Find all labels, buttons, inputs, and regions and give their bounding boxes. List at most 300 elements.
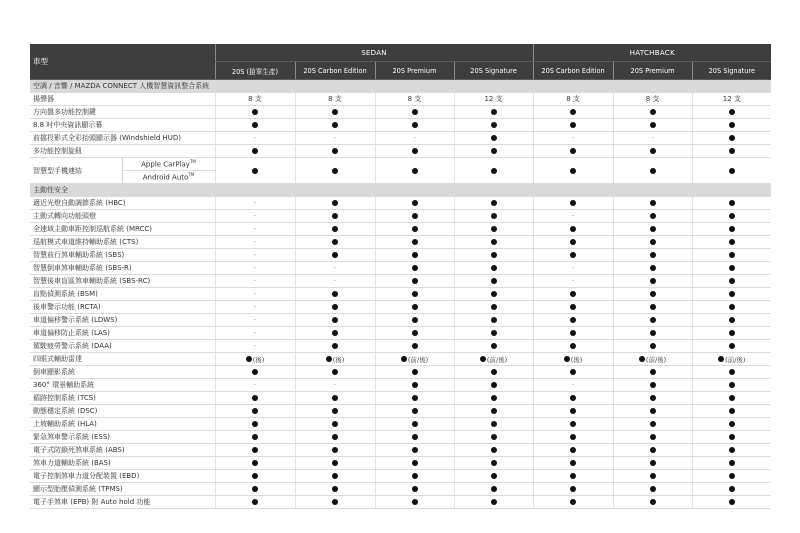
value-cell [692, 275, 771, 288]
value-cell [692, 119, 771, 132]
spec-row [30, 236, 771, 249]
value-cell [533, 223, 613, 236]
value-cell [295, 132, 375, 145]
standard-dot-icon [332, 395, 338, 401]
standard-dot-icon [491, 317, 497, 323]
standard-dot-icon [729, 148, 735, 154]
standard-dot-icon [412, 369, 418, 375]
value-cell [692, 444, 771, 457]
value-cell [454, 275, 533, 288]
standard-dot-icon [412, 265, 418, 271]
value-cell [375, 288, 454, 301]
sublabel-text: Android Auto [142, 173, 189, 182]
not-available-dash: - [253, 316, 257, 324]
standard-dot-icon [570, 395, 576, 401]
feature-label: 智慧前行煞車輔助系統 (SBS) [30, 249, 215, 262]
standard-dot-icon [729, 109, 735, 115]
feature-label: 360° 環景輔助系統 [30, 379, 215, 392]
trim-header: 20S Carbon Edition [295, 62, 375, 80]
feature-label: 後車警示功能 (RCTA) [30, 301, 215, 314]
value-cell [692, 132, 771, 145]
not-available-dash: - [253, 199, 257, 207]
standard-dot-icon [650, 382, 656, 388]
spec-row [30, 457, 771, 470]
standard-dot-icon [570, 304, 576, 310]
value-cell [533, 496, 613, 509]
value-cell [613, 210, 692, 223]
value-cell [295, 392, 375, 405]
not-available-dash: - [253, 290, 257, 298]
value-cell [533, 262, 613, 275]
spec-row [30, 444, 771, 457]
value-cell [375, 223, 454, 236]
feature-label: 前擋投影式全彩抬頭顯示器 (Windshield HUD) [30, 132, 215, 145]
value-cell [215, 327, 295, 340]
spec-row [30, 93, 771, 106]
standard-dot-icon [252, 148, 258, 154]
value-cell [215, 93, 295, 106]
value-cell [692, 158, 771, 184]
standard-dot-icon [570, 168, 576, 174]
trim-header: 20S Carbon Edition [533, 62, 613, 80]
value-note: (前/後) [486, 355, 508, 364]
value-cell [375, 314, 454, 327]
value-cell [375, 418, 454, 431]
value-cell [692, 327, 771, 340]
value-cell [613, 392, 692, 405]
not-available-dash: - [571, 264, 575, 272]
standard-dot-icon [491, 369, 497, 375]
standard-dot-icon [252, 168, 258, 174]
standard-dot-icon [252, 447, 258, 453]
value-cell [692, 483, 771, 496]
value-cell [692, 301, 771, 314]
spec-row [30, 119, 771, 132]
value-cell [692, 223, 771, 236]
value-cell [295, 483, 375, 496]
feature-label: 動態穩定系統 (DSC) [30, 405, 215, 418]
standard-dot-icon [570, 486, 576, 492]
standard-dot-icon [246, 356, 252, 362]
value-cell [375, 132, 454, 145]
spec-row [30, 288, 771, 301]
standard-dot-icon [412, 486, 418, 492]
value-cell [215, 223, 295, 236]
standard-dot-icon [252, 460, 258, 466]
standard-dot-icon [570, 421, 576, 427]
spec-row [30, 431, 771, 444]
standard-dot-icon [412, 168, 418, 174]
value-cell [533, 314, 613, 327]
value-cell [692, 431, 771, 444]
value-cell [533, 301, 613, 314]
spec-row [30, 249, 771, 262]
trim-header: 20S Premium [375, 62, 454, 80]
standard-dot-icon [491, 148, 497, 154]
value-note: (後) [252, 355, 265, 364]
spec-row [30, 197, 771, 210]
value-cell [215, 275, 295, 288]
standard-dot-icon [412, 200, 418, 206]
value-cell [215, 340, 295, 353]
standard-dot-icon [570, 291, 576, 297]
feature-label: 8.8 吋中央資訊顯示幕 [30, 119, 215, 132]
value-cell [613, 249, 692, 262]
value-cell [533, 340, 613, 353]
value-cell [375, 249, 454, 262]
value-cell [295, 444, 375, 457]
not-available-dash: - [253, 303, 257, 311]
value-cell [533, 366, 613, 379]
value-cell [375, 405, 454, 418]
standard-dot-icon [570, 109, 576, 115]
value-cell [295, 457, 375, 470]
standard-dot-icon [412, 278, 418, 284]
standard-dot-icon [491, 226, 497, 232]
standard-dot-icon [729, 135, 735, 141]
value-cell [692, 366, 771, 379]
group-sedan: SEDAN [215, 44, 533, 62]
value-cell [692, 145, 771, 158]
value-cell [215, 314, 295, 327]
value-cell [215, 444, 295, 457]
value-cell [295, 470, 375, 483]
value-cell [454, 301, 533, 314]
value-cell [533, 353, 613, 366]
standard-dot-icon [332, 239, 338, 245]
standard-dot-icon [412, 408, 418, 414]
standard-dot-icon [729, 213, 735, 219]
standard-dot-icon [650, 473, 656, 479]
value-cell [295, 301, 375, 314]
standard-dot-icon [412, 447, 418, 453]
standard-dot-icon [332, 213, 338, 219]
not-available-dash: - [253, 238, 257, 246]
value-cell [215, 392, 295, 405]
value-note: (前/後) [725, 355, 746, 364]
standard-dot-icon [332, 434, 338, 440]
value-cell [613, 457, 692, 470]
standard-dot-icon [480, 356, 486, 362]
standard-dot-icon [570, 473, 576, 479]
standard-dot-icon [650, 330, 656, 336]
value-cell [533, 197, 613, 210]
value-cell [295, 210, 375, 223]
standard-dot-icon [491, 408, 497, 414]
standard-dot-icon [729, 239, 735, 245]
standard-dot-icon [570, 239, 576, 245]
value-cell [692, 392, 771, 405]
standard-dot-icon [650, 239, 656, 245]
standard-dot-icon [252, 369, 258, 375]
spec-row [30, 418, 771, 431]
feature-label: 車道偏移防止系統 (LAS) [30, 327, 215, 340]
standard-dot-icon [729, 369, 735, 375]
value-cell [215, 470, 295, 483]
value-cell [454, 379, 533, 392]
feature-label: 主動式轉向功能頭燈 [30, 210, 215, 223]
feature-label: 電子手煞車 (EPB) 附 Auto hold 功能 [30, 496, 215, 509]
spec-row [30, 470, 771, 483]
standard-dot-icon [650, 447, 656, 453]
feature-label: 智慧倒車煞車輔助系統 (SBS-R) [30, 262, 215, 275]
not-available-dash: - [571, 134, 575, 142]
standard-dot-icon [332, 460, 338, 466]
value-cell [215, 496, 295, 509]
section-header [30, 184, 771, 197]
value-cell [375, 236, 454, 249]
value-cell [613, 158, 692, 184]
value-cell [613, 288, 692, 301]
standard-dot-icon [412, 109, 418, 115]
value-cell [613, 197, 692, 210]
value-cell [454, 132, 533, 145]
value-cell [454, 236, 533, 249]
value-cell [692, 353, 771, 366]
standard-dot-icon [252, 434, 258, 440]
trim-header: 20S Premium [613, 62, 692, 80]
value-cell [375, 119, 454, 132]
standard-dot-icon [729, 434, 735, 440]
standard-dot-icon [332, 343, 338, 349]
value-cell [295, 249, 375, 262]
feature-label: 智慧型手機連結 [30, 158, 122, 184]
standard-dot-icon [491, 252, 497, 258]
value-cell [375, 496, 454, 509]
standard-dot-icon [570, 447, 576, 453]
value-cell [375, 353, 454, 366]
standard-dot-icon [332, 473, 338, 479]
value-cell [375, 262, 454, 275]
standard-dot-icon [252, 421, 258, 427]
value-cell [215, 158, 295, 184]
standard-dot-icon [729, 278, 735, 284]
feature-label: 盲點偵測系統 (BSM) [30, 288, 215, 301]
value-cell [215, 353, 295, 366]
value-cell [613, 353, 692, 366]
standard-dot-icon [412, 226, 418, 232]
standard-dot-icon [729, 473, 735, 479]
standard-dot-icon [491, 213, 497, 219]
standard-dot-icon [491, 382, 497, 388]
value-cell [295, 145, 375, 158]
feature-label: 巡航模式車道維持輔助系統 (CTS) [30, 236, 215, 249]
value-cell [613, 496, 692, 509]
feature-label: 適近光燈自動調節系統 (HBC) [30, 197, 215, 210]
spec-row [30, 340, 771, 353]
value-cell [613, 379, 692, 392]
value-cell [295, 340, 375, 353]
standard-dot-icon [491, 447, 497, 453]
value-cell [454, 496, 533, 509]
standard-dot-icon [412, 395, 418, 401]
value-cell [375, 483, 454, 496]
standard-dot-icon [650, 148, 656, 154]
value-cell [533, 392, 613, 405]
standard-dot-icon [729, 499, 735, 505]
value-cell [215, 418, 295, 431]
value-cell [454, 327, 533, 340]
value-cell [533, 431, 613, 444]
value-cell [295, 262, 375, 275]
standard-dot-icon [332, 109, 338, 115]
value-cell [454, 106, 533, 119]
value-cell [375, 431, 454, 444]
value-cell [692, 457, 771, 470]
standard-dot-icon [650, 434, 656, 440]
value-cell [613, 119, 692, 132]
value-cell [454, 444, 533, 457]
value-cell [215, 483, 295, 496]
standard-dot-icon [412, 239, 418, 245]
spec-row [30, 366, 771, 379]
standard-dot-icon [650, 168, 656, 174]
value-cell [692, 470, 771, 483]
value-cell [533, 327, 613, 340]
value-cell [692, 93, 771, 106]
standard-dot-icon [491, 278, 497, 284]
value-cell [295, 288, 375, 301]
standard-dot-icon [491, 343, 497, 349]
value-cell [215, 119, 295, 132]
value-cell [692, 249, 771, 262]
value-cell [454, 145, 533, 158]
value-cell [454, 366, 533, 379]
value-cell [375, 444, 454, 457]
value-cell [295, 158, 375, 184]
not-available-dash: - [333, 381, 337, 389]
standard-dot-icon [570, 226, 576, 232]
value-cell [533, 379, 613, 392]
spec-row [30, 275, 771, 288]
spec-table-body [30, 44, 771, 509]
value-note: (後) [570, 355, 583, 364]
standard-dot-icon [570, 330, 576, 336]
trim-header: 20S (搶單生產) [215, 62, 295, 80]
standard-dot-icon [491, 395, 497, 401]
value-text: 12 支 [484, 95, 503, 103]
value-cell [692, 496, 771, 509]
trim-header: 20S Signature [692, 62, 771, 80]
standard-dot-icon [650, 200, 656, 206]
standard-dot-icon [729, 226, 735, 232]
value-cell [692, 197, 771, 210]
standard-dot-icon [650, 369, 656, 375]
value-cell [454, 418, 533, 431]
value-cell [613, 483, 692, 496]
not-available-dash: - [253, 212, 257, 220]
value-text: 12 支 [722, 95, 741, 103]
trademark-mark: TM [188, 172, 195, 178]
value-cell [295, 496, 375, 509]
feature-label: 多功能控制旋鈕 [30, 145, 215, 158]
value-cell [375, 457, 454, 470]
value-cell [613, 132, 692, 145]
value-cell [533, 210, 613, 223]
not-available-dash: - [333, 277, 337, 285]
standard-dot-icon [332, 421, 338, 427]
spec-row-merged [30, 158, 771, 171]
value-cell [533, 418, 613, 431]
standard-dot-icon [570, 200, 576, 206]
standard-dot-icon [491, 434, 497, 440]
value-cell [454, 314, 533, 327]
not-available-dash: - [253, 225, 257, 233]
spec-row [30, 223, 771, 236]
standard-dot-icon [332, 252, 338, 258]
standard-dot-icon [718, 356, 724, 362]
group-hatchback: HATCHBACK [533, 44, 771, 62]
standard-dot-icon [332, 369, 338, 375]
standard-dot-icon [729, 421, 735, 427]
standard-dot-icon [570, 122, 576, 128]
value-cell [295, 314, 375, 327]
value-cell [692, 379, 771, 392]
value-cell [375, 158, 454, 184]
spec-row [30, 392, 771, 405]
standard-dot-icon [570, 343, 576, 349]
standard-dot-icon [412, 343, 418, 349]
standard-dot-icon [570, 369, 576, 375]
standard-dot-icon [491, 486, 497, 492]
standard-dot-icon [491, 460, 497, 466]
feature-label: 循跡控制系統 (TCS) [30, 392, 215, 405]
value-cell [613, 93, 692, 106]
standard-dot-icon [729, 330, 735, 336]
value-cell [692, 236, 771, 249]
value-cell [215, 236, 295, 249]
standard-dot-icon [252, 486, 258, 492]
standard-dot-icon [491, 304, 497, 310]
standard-dot-icon [650, 122, 656, 128]
spec-row [30, 145, 771, 158]
standard-dot-icon [332, 226, 338, 232]
standard-dot-icon [491, 168, 497, 174]
standard-dot-icon [412, 421, 418, 427]
value-cell [613, 431, 692, 444]
value-cell [215, 262, 295, 275]
standard-dot-icon [326, 356, 332, 362]
standard-dot-icon [650, 408, 656, 414]
standard-dot-icon [332, 330, 338, 336]
spec-row [30, 301, 771, 314]
value-cell [215, 210, 295, 223]
value-text: 8 支 [407, 95, 422, 103]
value-cell [295, 93, 375, 106]
value-cell [533, 249, 613, 262]
feature-label: 煞車力道輔助系統 (BAS) [30, 457, 215, 470]
feature-label: 四眼式輔助雷達 [30, 353, 215, 366]
value-cell [375, 366, 454, 379]
value-cell [375, 340, 454, 353]
value-cell [692, 106, 771, 119]
standard-dot-icon [729, 447, 735, 453]
value-cell [454, 340, 533, 353]
value-cell [533, 132, 613, 145]
value-cell [533, 106, 613, 119]
standard-dot-icon [650, 395, 656, 401]
value-cell [454, 158, 533, 184]
value-cell [454, 249, 533, 262]
standard-dot-icon [252, 473, 258, 479]
standard-dot-icon [729, 122, 735, 128]
standard-dot-icon [570, 148, 576, 154]
standard-dot-icon [491, 200, 497, 206]
feature-label: 駕駛疲勞警示系統 (DAA) [30, 340, 215, 353]
standard-dot-icon [729, 395, 735, 401]
value-cell [215, 379, 295, 392]
standard-dot-icon [332, 486, 338, 492]
